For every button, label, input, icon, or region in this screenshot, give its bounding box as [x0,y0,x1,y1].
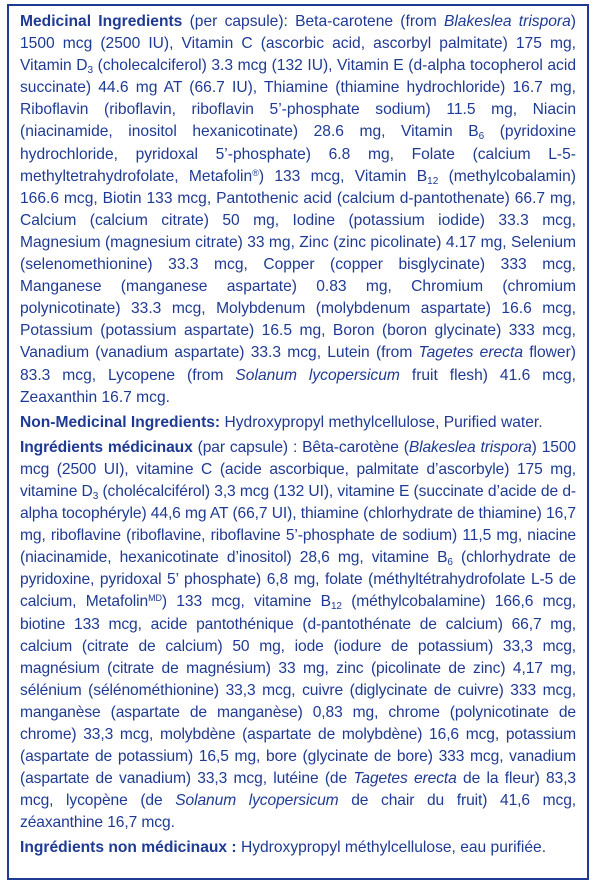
species-name: Blakeslea trispora [408,438,532,456]
text-segment: ) 1500 mcg (2500 IU), Vitamin C (ascorbic acid, ascorbyl palmitate) 175 mg, Vitamin D [20,13,576,75]
subscript: 3 [87,65,94,77]
ingredients-panel [7,4,589,880]
non-medicinal-heading-fr: Ingrédients non médicinaux : [20,839,237,857]
non-medicinal-ingredients-en [20,412,576,434]
text-segment: ) 133 mcg, Vitamin B [258,167,428,185]
medicinal-ingredients-en [20,11,576,409]
species-name: Tagetes erecta [353,770,457,788]
non-medicinal-text-en: Hydroxypropyl methylcellulose, Purified water. [220,413,543,431]
text-segment: de chair du fruit) 41,6 mcg, zéaxanthine 16,7 mcg. [20,792,576,832]
medicinal-heading-en: Medicinal Ingredients [20,13,183,30]
text-segment: de la fleur) 83,3 mcg, lycopène (de [20,770,577,810]
subscript: 6 [447,557,453,569]
medicinal-ingredients-fr [20,437,576,835]
subscript: 3 [92,490,99,502]
text-segment: (par capsule) : Bêta-carotène ( [192,438,409,456]
subscript: 12 [330,601,342,613]
text-segment: flower) 83.3 mcg, Lycopene (from [20,344,576,384]
text-segment: (chlorhydrate de pyridoxine, pyridoxal 5’ phosphate) 6,8 mg, folate (méthyltétrahydrofolate L-5 de calcium, Metafolin [20,549,576,611]
text-segment: (cholécalciférol) 3,3 mcg (132 UI), vitamine E (succinate d’acide de d-alpha tocophéryle) 44,6 mg AT (66,7 UI), thiamine (chlorhydrate de thiamine) 16,7 mg, riboflavine (riboflavine, riboflavine 5’-phosphate de sodium) 11,5 mg, niacine (niacinamide, hexanicotinate d’inositol) 28,6 mg, vitamine B [20,482,576,567]
species-name: Tagetes erecta [418,344,523,362]
trademark-mark: ® [252,167,259,178]
text-segment: ) 133 mcg, vitamine B [161,593,331,611]
text-segment: fruit flesh) 41.6 mcg, Zeaxanthin 16.7 mcg. [20,366,576,406]
subscript: 12 [427,175,439,187]
text-segment: ) 1500 mcg (2500 UI), vitamine C (acide ascorbique, palmitate d’ascorbyle) 175 mg, vitamine D [20,438,576,500]
species-name: Blakeslea trispora [443,13,571,30]
species-name: Solanum lycopersicum [235,366,400,384]
text-segment: (cholecalciferol) 3.3 mcg (132 IU), Vitamin E (d-alpha tocopherol acid succinate) 44.6 mg AT (66.7 IU), Thiamine (thiamine hydrochloride) 16.7 mg, Riboflavin (riboflavin, riboflavin 5’-phosphate sodium) 11.5 mg, Niacin (niacinamide, inositol hexanicotinate) 28.6 mg, Vitamin B [20,57,576,141]
medicinal-heading-fr: Ingrédients médicinaux [20,438,193,456]
text-segment: (méthylcobalamine) 166,6 mcg, biotine 133 mcg, acide pantothénique (d-pantothénate de calcium) 66,7 mg, calcium (citrate de calcium) 50 mg, iode (iodure de potassium) 33,3 mcg, magnésium (citrate de magnésium) 33 mg, zinc (picolinate de zinc) 4,17 mg, sélénium (sélénométhionine) 33,3 mcg, cuivre (diglycinate de cuivre) 333 mcg, manganèse (aspartate de manganèse) 0,83 mg, chrome (polynicotinate de chrome) 33,3 mcg, molybdène (aspartate de molybdène) 16,6 mcg, potassium (aspartate de potassium) 16,5 mg, bore (glycinate de bore) 333 mcg, vanadium (aspartate de vanadium) 33,3 mcg, lutéine (de [20,593,577,788]
text-segment: (per capsule): Beta-carotene (from [182,13,444,30]
text-segment: (methylcobalamin) 166.6 mcg, Biotin 133 mcg, Pantothenic acid (calcium d-pantothenate) 66.7 mg, Calcium (calcium citrate) 50 mg, Iodine (potassium iodide) 33.3 mcg, Magnesium (magnesium citrate) 33 mg, Zinc (zinc picolinate) 4.17 mg, Selenium (selenomethionine) 33.3 mcg, Copper (copper bisglycinate) 333 mcg, Manganese (manganese aspartate) 0.83 mg, Chromium (chromium polynicotinate) 33.3 mcg, Molybdenum (molybdenum aspartate) 16.6 mcg, Potassium (potassium aspartate) 16.5 mg, Boron (boron glycinate) 333 mcg, Vanadium (vanadium aspartate) 33.3 mcg, Lutein (from [20,167,576,362]
non-medicinal-ingredients-fr [20,837,576,859]
text-segment: (pyridoxine hydrochloride, pyridoxal 5’-phosphate) 6.8 mg, Folate (calcium L-5-methyltetrahydrofolate, Metafolin [20,123,576,185]
species-name: Solanum lycopersicum [175,792,339,810]
non-medicinal-heading-en: Non-Medicinal Ingredients: [20,413,221,431]
trademark-mark: MD [148,593,162,604]
subscript: 6 [478,131,485,143]
non-medicinal-text-fr: Hydroxypropyl méthylcellulose, eau purifiée. [236,839,547,857]
